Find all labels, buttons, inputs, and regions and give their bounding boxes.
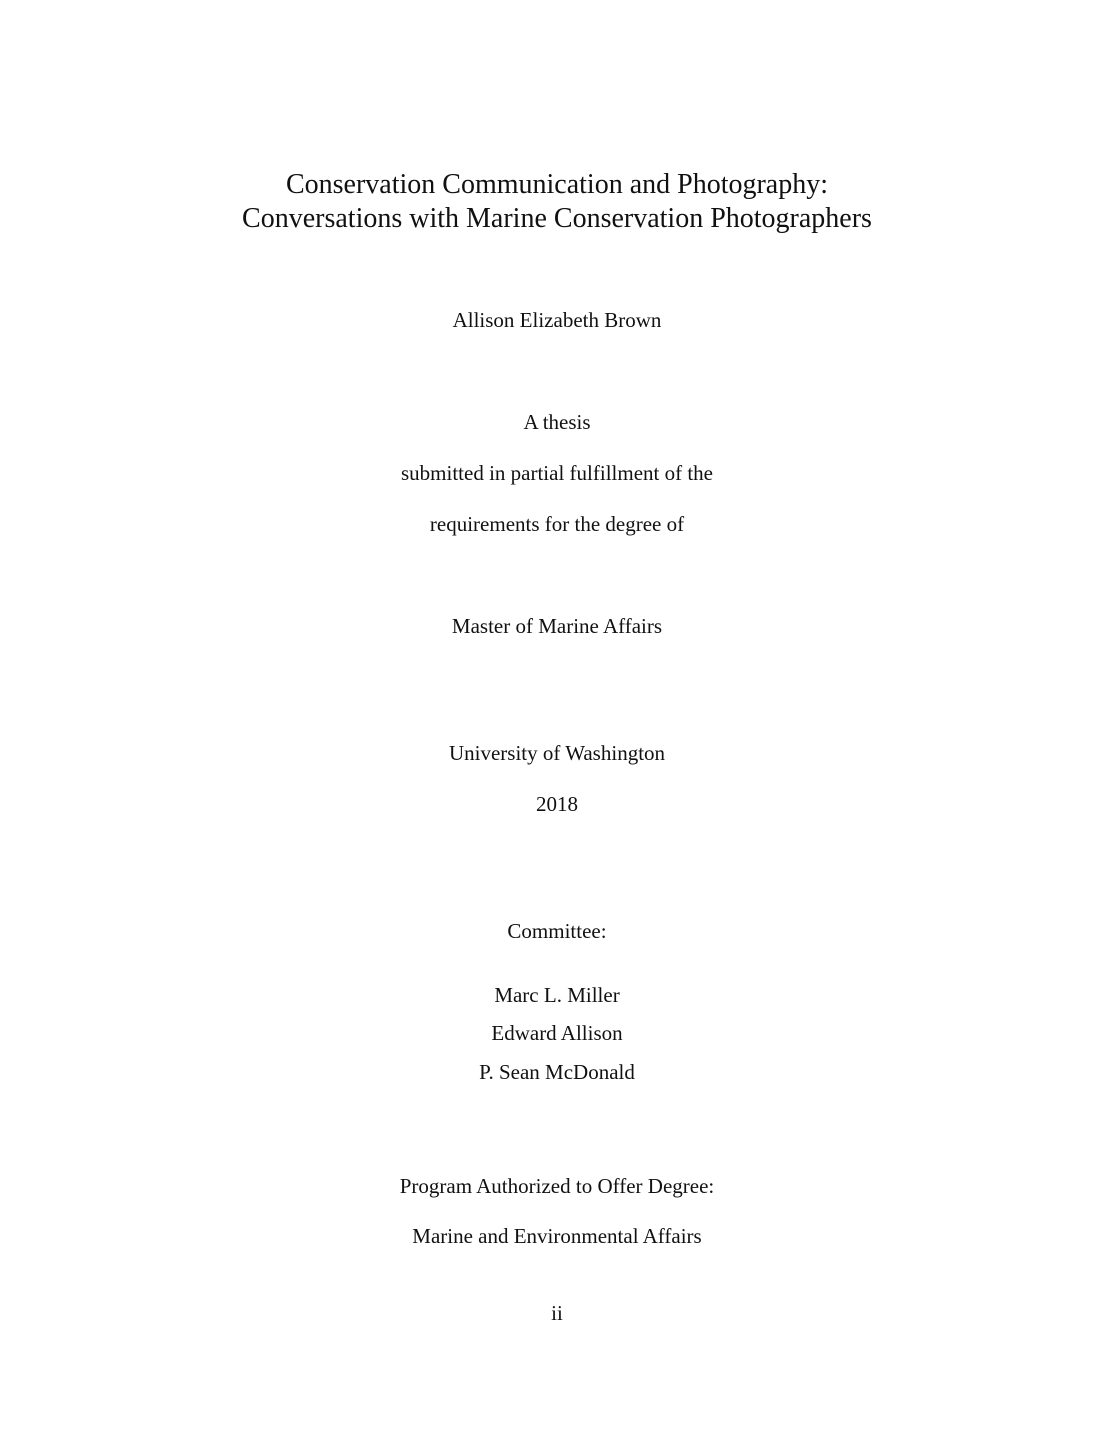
committee-member: Edward Allison bbox=[491, 1021, 623, 1045]
degree-name: Master of Marine Affairs bbox=[451, 614, 663, 638]
program-heading: Program Authorized to Offer Degree: bbox=[399, 1174, 715, 1198]
title-line-2: Conversations with Marine Conservation Photographers bbox=[242, 203, 872, 234]
thesis-line-3: requirements for the degree of bbox=[429, 512, 685, 536]
program-name: Marine and Environmental Affairs bbox=[412, 1224, 702, 1248]
committee-heading: Committee: bbox=[507, 919, 607, 943]
committee-member: P. Sean McDonald bbox=[479, 1060, 635, 1084]
page-number: ii bbox=[551, 1301, 563, 1325]
committee-member: Marc L. Miller bbox=[494, 983, 620, 1007]
title-line-1: Conservation Communication and Photography: bbox=[285, 169, 829, 200]
author-name: Allison Elizabeth Brown bbox=[452, 308, 662, 332]
thesis-line-2: submitted in partial fulfillment of the bbox=[400, 461, 714, 485]
year: 2018 bbox=[536, 792, 578, 816]
institution-name: University of Washington bbox=[448, 741, 666, 765]
thesis-line-1: A thesis bbox=[523, 410, 591, 434]
